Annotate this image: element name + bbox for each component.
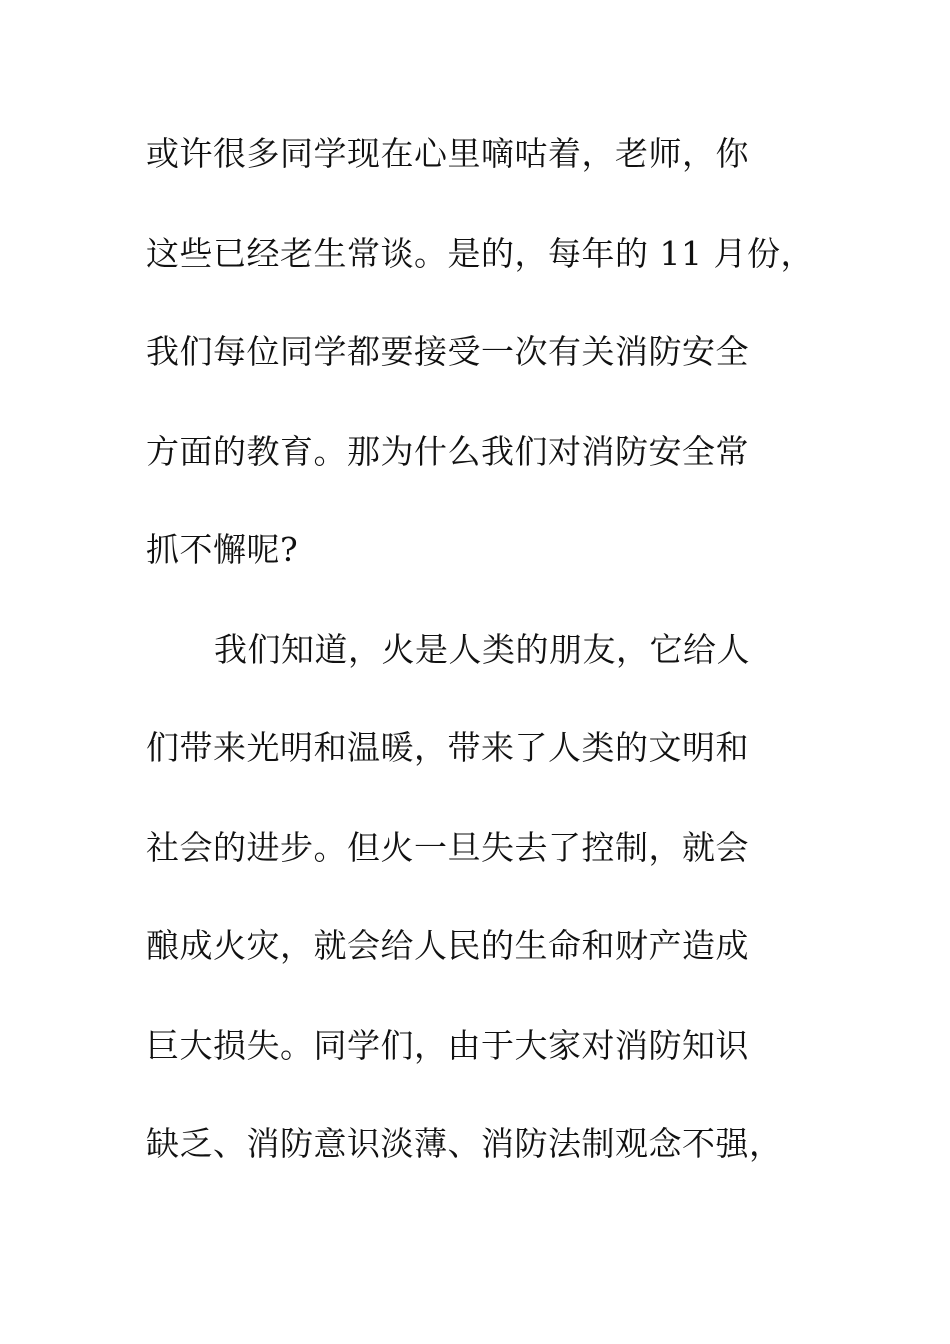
paragraph-line: 巨大损失。同学们，由于大家对消防知识: [146, 1026, 749, 1065]
paragraph-line: 抓不懈呢?: [146, 530, 299, 569]
paragraph-line: 我们每位同学都要接受一次有关消防安全: [146, 332, 749, 371]
paragraph-line: 我们知道，火是人类的朋友，它给人: [214, 630, 750, 669]
paragraph-line: 或许很多同学现在心里嘀咕着，老师，你: [146, 134, 749, 173]
paragraph-line: 社会的进步。但火一旦失去了控制，就会: [146, 828, 749, 867]
paragraph-line: 酿成火灾，就会给人民的生命和财产造成: [146, 926, 749, 965]
paragraph-line: 方面的教育。那为什么我们对消防安全常: [146, 432, 749, 471]
paragraph-line: 们带来光明和温暖，带来了人类的文明和: [146, 728, 749, 767]
paragraph-line: 缺乏、消防意识淡薄、消防法制观念不强，: [146, 1124, 783, 1163]
paragraph-line: 这些已经老生常谈。是的，每年的 11 月份，: [146, 234, 814, 273]
